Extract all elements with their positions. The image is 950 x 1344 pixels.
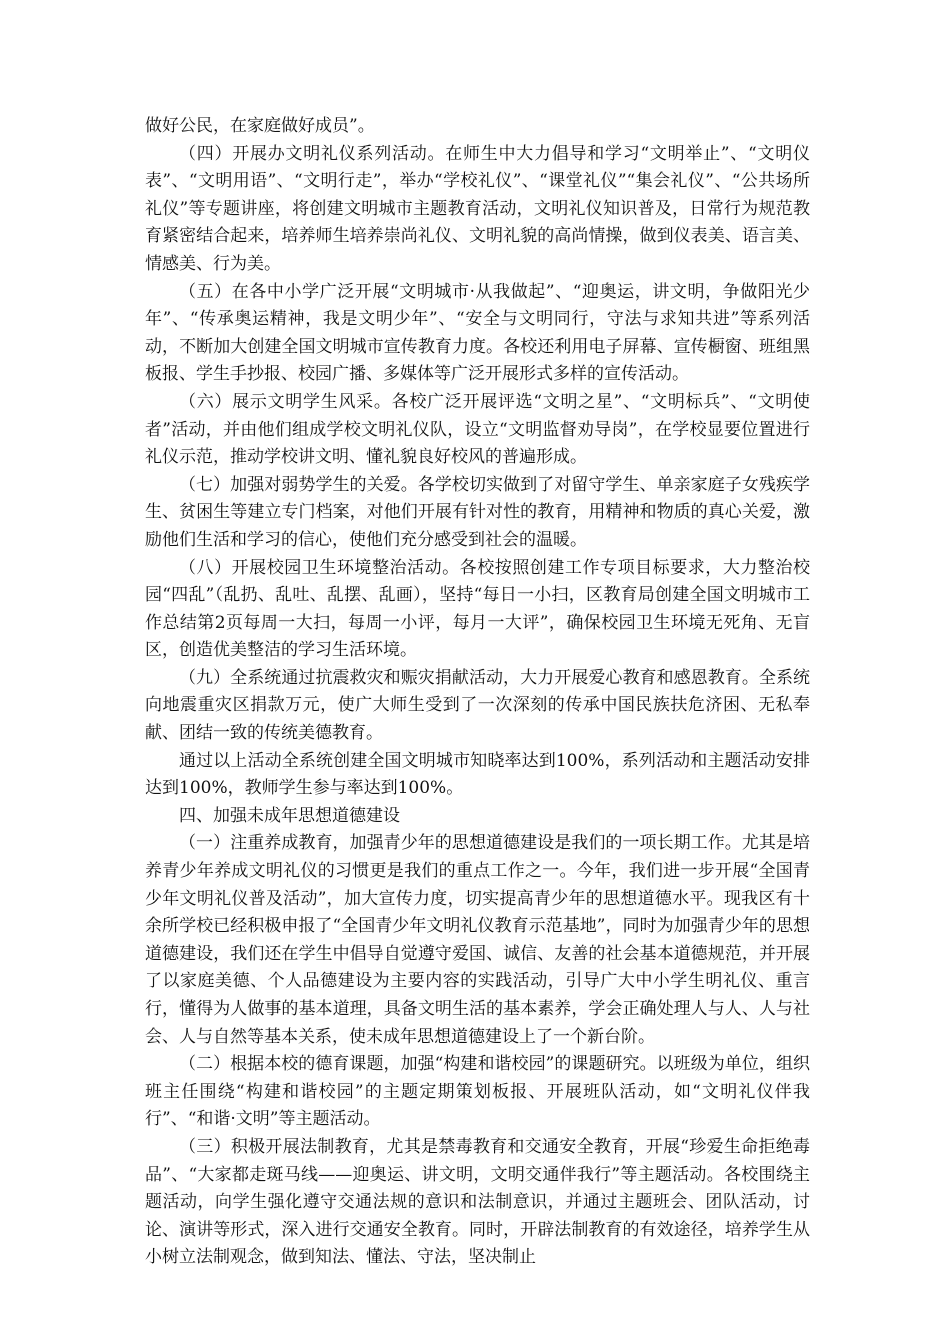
paragraph-subsection-3: （三）积极开展法制教育，尤其是禁毒教育和交通安全教育，开展“珍爱生命拒绝毒品”、“大家都走斑马线——迎奥运、讲文明，文明交通伴我行”等主题活动。各校围绕主题活动，向学生强化遵守交通法规的意识和法制意识，并通过主题班会、团队活动，讨论、演讲等形式，深入进行交通安全教育。同时，开辟法制教育的有效途径，培养学生从小树立法制观念，做到知法、懂法、守法，坚决制止 xyxy=(145,1136,810,1268)
paragraph-section-6: （六）展示文明学生风采。各校广泛开展评选“文明之星”、“文明标兵”、“文明使者”活动，并由他们组成学校文明礼仪队，设立“文明监督劝导岗”，在学校显要位置进行礼仪示范，推动学校讲文明、懂礼貌良好校风的普遍形成。 xyxy=(145,391,810,468)
paragraph-section-8: （八）开展校园卫生环境整治活动。各校按照创建工作专项目标要求，大力整治校园“四乱”（乱扔、乱吐、乱摆、乱画），坚持“每日一小扫，区教育局创建全国文明城市工作总结第2页每周一大扫，每周一小评，每月一大评”，确保校园卫生环境无死角、无盲区，创造优美整洁的学习生活环境。 xyxy=(145,557,810,661)
document-body xyxy=(145,113,810,1272)
paragraph-section-9: （九）全系统通过抗震救灾和赈灾捐献活动，大力开展爱心教育和感恩教育。全系统向地震重灾区捐款万元，使广大师生受到了一次深刻的传承中国民族扶危济困、无私奉献、团结一致的传统美德教育。 xyxy=(145,667,810,744)
paragraph-subsection-2: （二）根据本校的德育课题，加强“构建和谐校园”的课题研究。以班级为单位，组织班主任围绕“构建和谐校园”的主题定期策划板报、开展班队活动，如“文明礼仪伴我行”、“和谐·文明”等主题活动。 xyxy=(145,1054,810,1130)
paragraph-section-5: （五）在各中小学广泛开展“文明城市·从我做起”、“迎奥运，讲文明，争做阳光少年”、“传承奥运精神，我是文明少年”、“安全与文明同行，守法与求知共进”等系列活动，不断加大创建全国文明城市宣传教育力度。各校还利用电子屏幕、宣传橱窗、班组黑板报、学生手抄报、校园广播、多媒体等广泛开展形式多样的宣传活动。 xyxy=(145,281,810,385)
paragraph-summary: 通过以上活动全系统创建全国文明城市知晓率达到100%，系列活动和主题活动安排达到100%，教师学生参与率达到100%。 xyxy=(145,750,810,799)
paragraph-section-7: （七）加强对弱势学生的关爱。各学校切实做到了对留守学生、单亲家庭子女残疾学生、贫困生等建立专门档案，对他们开展有针对性的教育，用精神和物质的真心关爱，激励他们生活和学习的信心，使他们充分感受到社会的温暖。 xyxy=(145,474,810,550)
paragraph-section-4: （四）开展办文明礼仪系列活动。在师生中大力倡导和学习“文明举止”、“文明仪表”、“文明用语”、“文明行走”，举办“学校礼仪”、“课堂礼仪”“集会礼仪”、“公共场所礼仪”等专题讲座，将创建文明城市主题教育活动，文明礼仪知识普及，日常行为规范教育紧密结合起来，培养师生培养崇尚礼仪、文明礼貌的高尚情操，做到仪表美、语言美、情感美、行为美。 xyxy=(145,143,810,274)
paragraph-continuation: 做好公民，在家庭做好成员”。 xyxy=(145,116,375,136)
section-heading: 四、加强未成年思想道德建设 xyxy=(179,805,400,826)
paragraph-subsection-1: （一）注重养成教育，加强青少年的思想道德建设是我们的一项长期工作。尤其是培养青少年养成文明礼仪的习惯更是我们的重点工作之一。今年，我们进一步开展“全国青少年文明礼仪普及活动”，加大宣传力度，切实提高青少年的思想道德水平。现我区有十余所学校已经积极申报了“全国青少年文明礼仪教育示范基地”，同时为加强青少年的思想道德建设，我们还在学生中倡导自觉遵守爱国、诚信、友善的社会基本道德规范，并开展了以家庭美德、个人品德建设为主要内容的实践活动，引导广大中小学生明礼仪、重言行，懂得为人做事的基本道理，具备文明生活的基本素养，学会正确处理人与人、人与社会、人与自然等基本关系，使未成年思想道德建设上了一个新台阶。 xyxy=(145,833,810,1047)
